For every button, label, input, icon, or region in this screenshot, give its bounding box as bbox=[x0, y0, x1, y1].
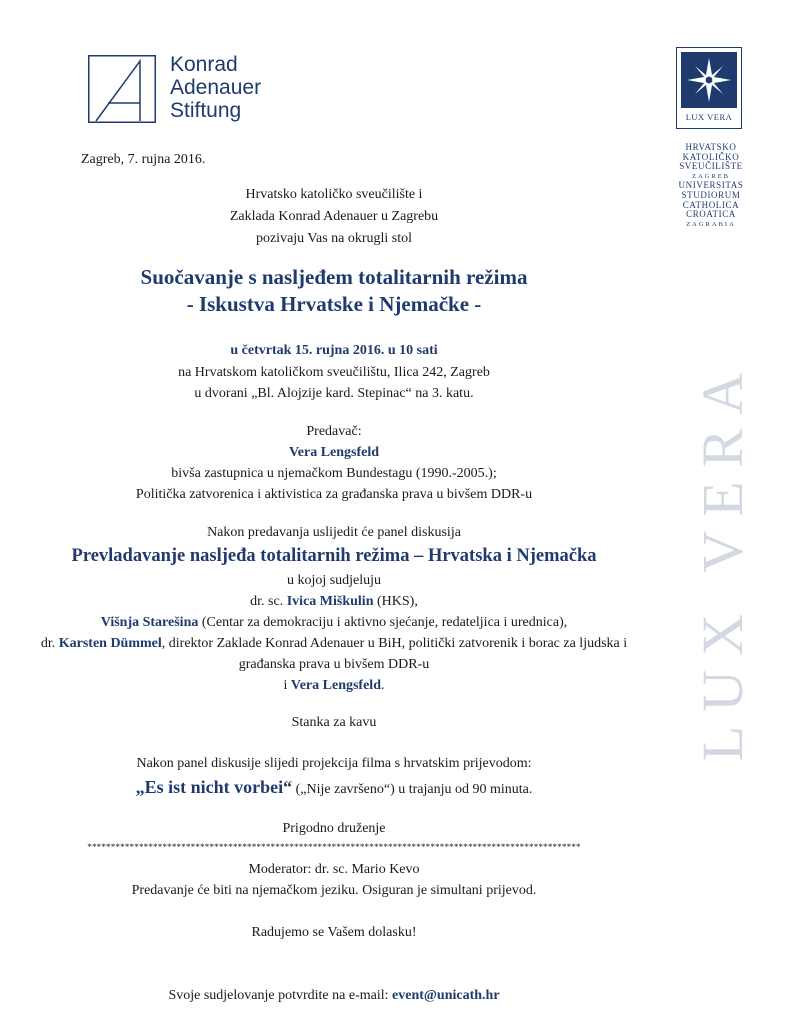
lux-vera-watermark bbox=[690, 280, 772, 840]
participant-4-suffix: . bbox=[380, 678, 385, 693]
film-line bbox=[0, 777, 668, 798]
kas-name-line3: Stiftung bbox=[170, 99, 242, 122]
university-name-line: ZAGREB bbox=[692, 172, 730, 180]
lecturer-description-1: bivša zastupnica u njemačkom Bundestagu (1990.-2005.); bbox=[171, 466, 497, 481]
university-name-line: STUDIORUM bbox=[681, 189, 741, 200]
film-title: „Es ist nicht vorbei“ bbox=[135, 777, 293, 797]
rsvp-text: Svoje sudjelovanje potvrdite na e-mail: bbox=[168, 988, 393, 1003]
participant-4-prefix: i bbox=[283, 678, 291, 693]
kas-name-line2: Adenauer bbox=[170, 76, 262, 99]
event-title-line-1: Suočavanje s nasljeđem totalitarnih režima bbox=[140, 265, 528, 289]
participant-4-name: Vera Lengsfeld bbox=[290, 678, 381, 693]
university-emblem-field bbox=[681, 52, 737, 108]
invitation-date: Zagreb, 7. rujna 2016. bbox=[81, 152, 206, 167]
lecturer-description-2: Politička zatvorenica i aktivistica za građanska prava u bivšem DDR-u bbox=[135, 487, 533, 502]
participant-3-title: dr. bbox=[40, 636, 59, 651]
university-name-line: UNIVERSITAS bbox=[678, 180, 744, 191]
separator-line: ********************************************************************************************************* bbox=[87, 842, 581, 852]
participant-3-name: Karsten Dümmel bbox=[58, 636, 162, 651]
host-line-3: pozivaju Vas na okrugli stol bbox=[255, 231, 413, 246]
university-name-line: SVEUČILIŠTE bbox=[679, 161, 743, 172]
participant-1-name: Ivica Miškulin bbox=[286, 594, 374, 609]
rsvp-line bbox=[0, 988, 668, 1004]
university-name-line: HRVATSKO bbox=[685, 142, 737, 152]
panel-participant-3-continued: građanska prava u bivšem DDR-u bbox=[238, 657, 430, 672]
event-venue: na Hrvatskom katoličkom sveučilištu, Ilica 242, Zagreb bbox=[178, 365, 490, 380]
reception-note: Prigodno druženje bbox=[282, 821, 386, 836]
film-detail: („Nije završeno“) u trajanju od 90 minuta. bbox=[292, 782, 533, 797]
language-note: Predavanje će biti na njemačkom jeziku. Osiguran je simultani prijevod. bbox=[131, 883, 537, 898]
panel-title: Prevladavanje nasljeđa totalitarnih režima – Hrvatska i Njemačka bbox=[71, 546, 597, 566]
participant-1-affiliation: (HKS), bbox=[373, 594, 418, 609]
panel-participant-1 bbox=[0, 594, 668, 610]
university-name-line: CATHOLICA bbox=[682, 199, 740, 210]
star-cross-icon bbox=[681, 52, 737, 108]
university-name-line: KATOLIČKO bbox=[682, 151, 740, 162]
closing-greeting: Radujemo se Vašem dolasku! bbox=[251, 925, 417, 940]
lecturer-name: Vera Lengsfeld bbox=[288, 445, 380, 460]
panel-participant-4 bbox=[0, 678, 668, 694]
panel-participant-3 bbox=[0, 636, 668, 652]
watermark-text: LUX VERA bbox=[690, 358, 755, 762]
panel-participants-label: u kojoj sudjeluju bbox=[286, 573, 382, 588]
emblem-motto: LUX VERA bbox=[685, 112, 733, 122]
kas-a-mark-icon bbox=[88, 55, 156, 123]
panel-intro: Nakon predavanja uslijedit će panel diskusija bbox=[207, 525, 461, 540]
coffee-break: Stanka za kavu bbox=[291, 715, 377, 730]
host-line-1: Hrvatsko katoličko sveučilište i bbox=[245, 187, 423, 202]
moderator: Moderator: dr. sc. Mario Kevo bbox=[248, 862, 420, 877]
event-title-line-2: - Iskustva Hrvatske i Njemačke - bbox=[186, 292, 482, 316]
university-name-block bbox=[676, 143, 746, 229]
panel-participant-2 bbox=[0, 615, 668, 631]
university-name-line: CROATICA bbox=[686, 209, 736, 220]
participant-3-affiliation: , direktor Zaklade Konrad Adenauer u BiH, politički zatvorenik i borac za ljudska i bbox=[161, 636, 628, 651]
host-line-2: Zaklada Konrad Adenauer u Zagrebu bbox=[229, 209, 439, 224]
university-emblem bbox=[676, 47, 742, 129]
participant-1-title: dr. sc. bbox=[250, 594, 287, 609]
kas-logo bbox=[88, 55, 288, 135]
university-name-line: ZAGRABIA bbox=[686, 220, 736, 228]
participant-2-name: Višnja Starešina bbox=[100, 615, 199, 630]
event-datetime: u četvrtak 15. rujna 2016. u 10 sati bbox=[230, 343, 438, 358]
lecturer-label: Predavač: bbox=[306, 424, 362, 439]
event-hall: u dvorani „Bl. Alojzije kard. Stepinac“ na 3. katu. bbox=[194, 386, 474, 401]
rsvp-email-link[interactable]: event@unicath.hr bbox=[392, 988, 500, 1003]
participant-2-affiliation: (Centar za demokraciju i aktivno sjećanje, redateljica i urednica), bbox=[198, 615, 568, 630]
kas-name-line1: Konrad bbox=[170, 53, 238, 76]
film-intro: Nakon panel diskusije slijedi projekcija filma s hrvatskim prijevodom: bbox=[136, 756, 532, 771]
